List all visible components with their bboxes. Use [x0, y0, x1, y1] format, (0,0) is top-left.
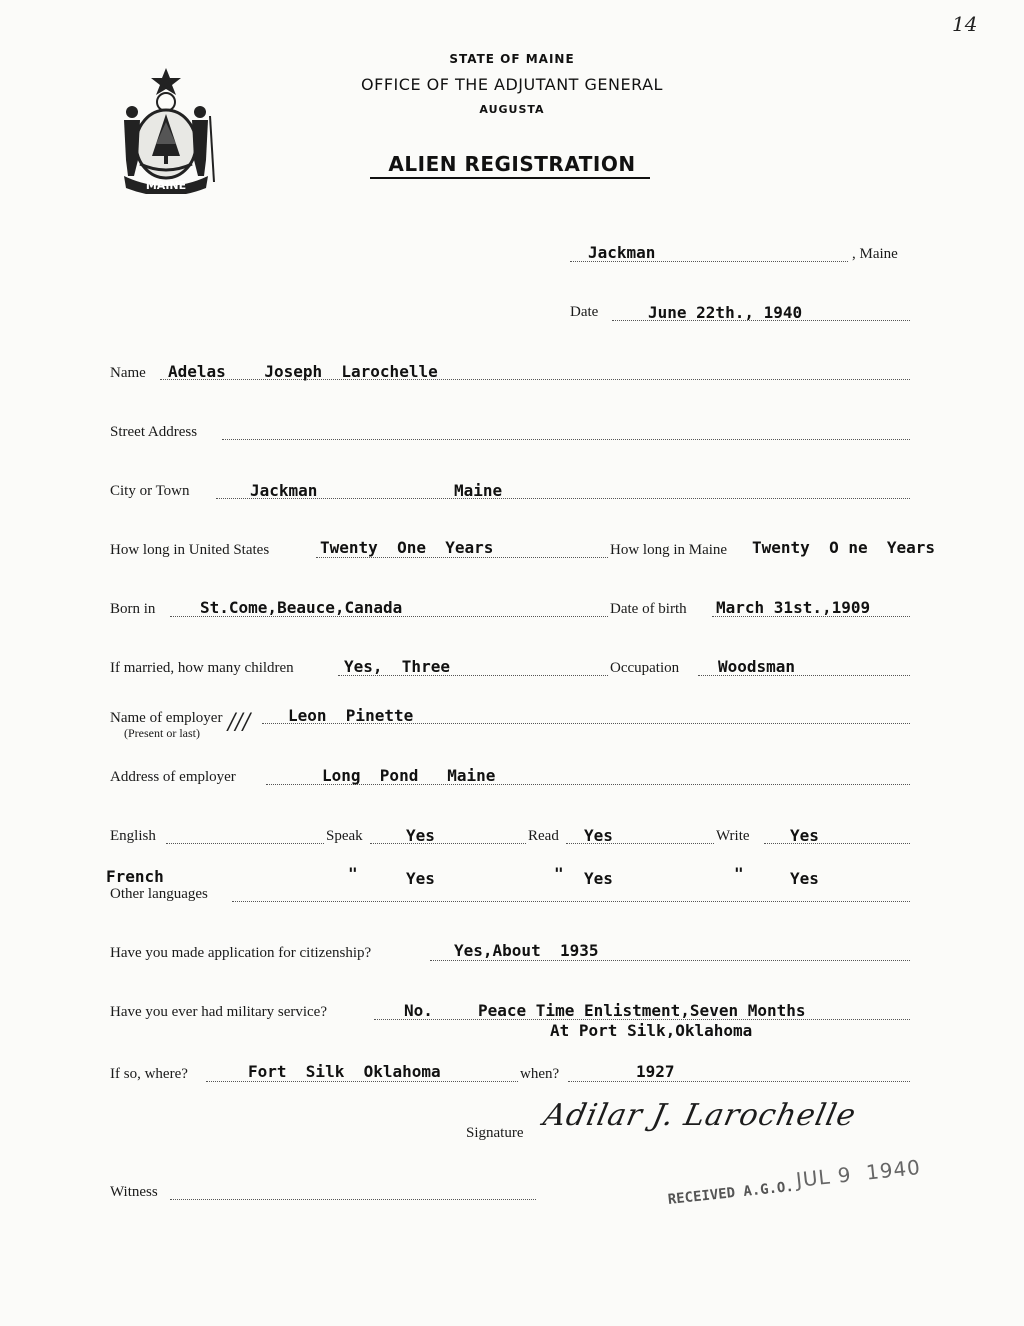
city-label: City or Town: [110, 483, 190, 499]
born-value: St.Come,Beauce,Canada: [200, 598, 403, 617]
witness-label: Witness: [110, 1184, 158, 1200]
military-detail-line2: At Port Silk,Oklahoma: [550, 1021, 753, 1040]
city-value: Jackman: [250, 481, 318, 500]
maine-residence-label: How long in Maine: [610, 542, 728, 558]
english-read-value: Yes: [584, 826, 613, 845]
title-underline: [370, 177, 650, 179]
english-speak-label: Speak: [326, 828, 363, 844]
children-value: Yes, Three: [344, 657, 450, 676]
military-value: No.: [404, 1001, 433, 1020]
children-label: If married, how many children: [110, 660, 294, 676]
where-value: Fort Silk Oklahoma: [248, 1062, 441, 1081]
header-city: AUGUSTA: [479, 103, 545, 116]
where-label: If so, where?: [110, 1066, 188, 1082]
english-write-label: Write: [716, 828, 750, 844]
employer-address-value: Long Pond Maine: [322, 766, 496, 785]
military-label: Have you ever had military service?: [110, 1004, 327, 1020]
military-detail-line1: Peace Time Enlistment,Seven Months: [478, 1001, 806, 1020]
ditto-write: ": [734, 864, 744, 883]
page-title: ALIEN REGISTRATION: [388, 152, 636, 176]
when-value: 1927: [636, 1062, 675, 1081]
header-office: OFFICE OF THE ADJUTANT GENERAL: [361, 75, 663, 94]
ditto-read: ": [554, 864, 564, 883]
occupation-value: Woodsman: [718, 657, 796, 676]
other-read-value: Yes: [584, 869, 613, 888]
name-value: Adelas Joseph Larochelle: [168, 362, 438, 381]
date-value: June 22th., 1940: [648, 303, 803, 322]
signature-label: Signature: [466, 1125, 524, 1141]
employer-label: Name of employer: [110, 710, 223, 726]
employer-value: Leon Pinette: [288, 706, 414, 725]
occupation-label: Occupation: [610, 660, 680, 676]
header-state: STATE OF MAINE: [449, 52, 575, 66]
born-label: Born in: [110, 601, 156, 617]
other-write-value: Yes: [790, 869, 819, 888]
state-seal-icon: [110, 64, 222, 194]
english-label: English: [110, 828, 156, 844]
us-residence-value: Twenty One Years: [320, 538, 494, 557]
other-language-value: French: [106, 867, 164, 886]
english-speak-value: Yes: [406, 826, 435, 845]
english-write-value: Yes: [790, 826, 819, 845]
signature-value: Adilar J. Larochelle: [540, 1098, 860, 1133]
when-label: when?: [520, 1066, 560, 1082]
citizenship-label: Have you made application for citizenship?: [110, 945, 372, 961]
name-label: Name: [110, 365, 146, 381]
other-speak-value: Yes: [406, 869, 435, 888]
received-stamp-date: JUL 9 1940: [794, 1154, 922, 1192]
place-town: Jackman: [588, 243, 656, 262]
state-value: Maine: [454, 481, 503, 500]
other-languages-label: Other languages: [110, 886, 208, 902]
seal-label: MAINE: [145, 179, 187, 192]
date-label: Date: [570, 304, 599, 320]
employer-sublabel: (Present or last): [124, 726, 200, 740]
birth-date-value: March 31st.,1909: [716, 598, 871, 617]
place-suffix: , Maine: [852, 246, 898, 262]
received-stamp: RECEIVED A.G.O.: [667, 1178, 795, 1208]
citizenship-value: Yes,About 1935: [454, 941, 599, 960]
employer-strike-mark: ///: [228, 710, 251, 735]
page-number: 14: [952, 12, 978, 36]
us-residence-label: How long in United States: [110, 542, 270, 558]
employer-address-label: Address of employer: [110, 769, 236, 785]
maine-residence-value: Twenty O ne Years: [752, 538, 936, 557]
birth-date-label: Date of birth: [610, 601, 687, 617]
ditto-speak: ": [348, 864, 358, 883]
street-label: Street Address: [110, 424, 198, 440]
english-read-label: Read: [528, 828, 559, 844]
